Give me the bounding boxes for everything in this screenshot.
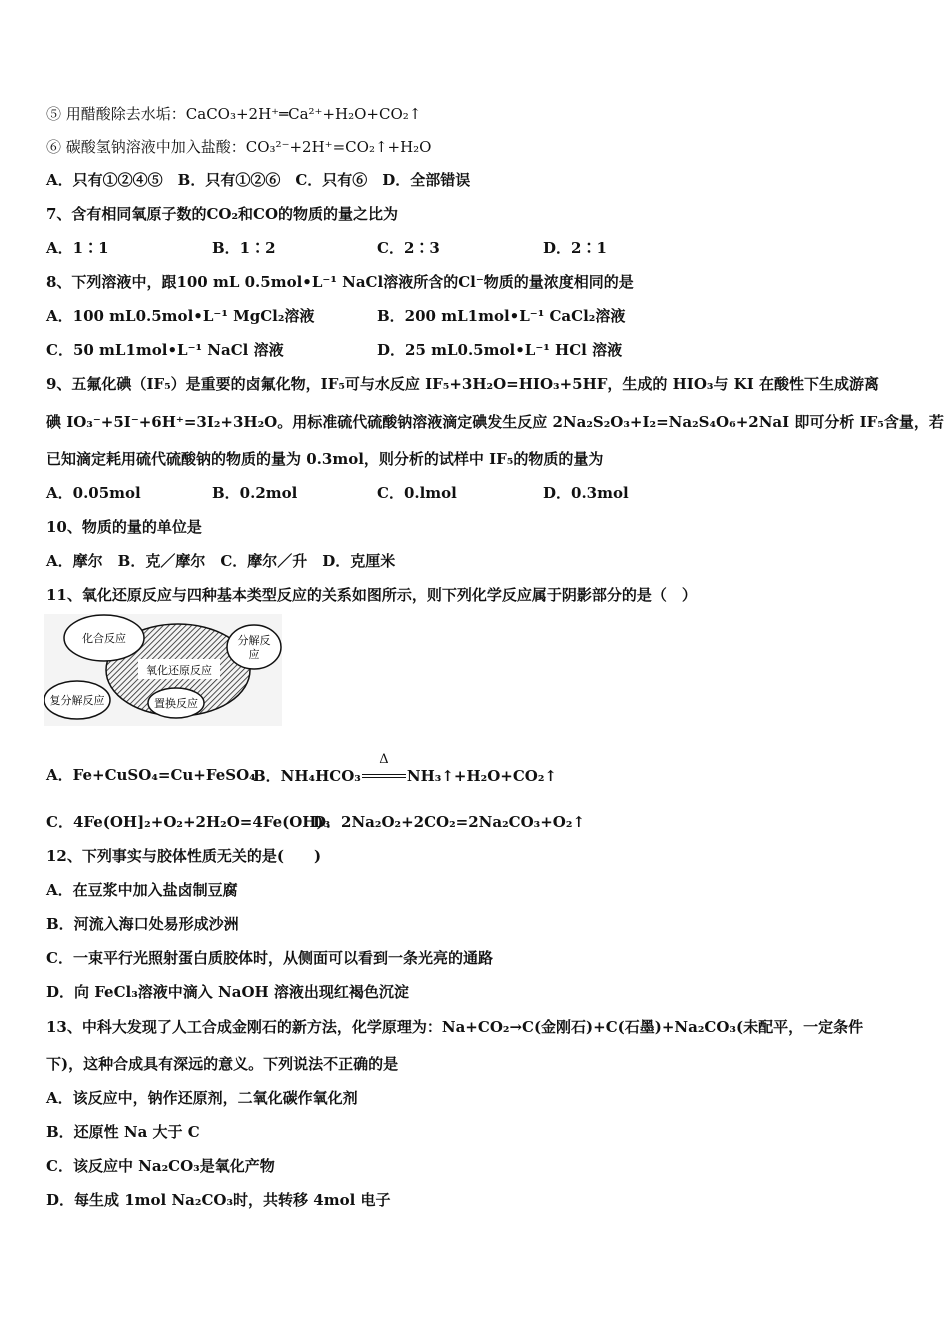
redox-label: 氧化还原反应 — [146, 664, 212, 677]
q10-options: A．摩尔 B．克／摩尔 C．摩尔／升 D．克厘米 — [46, 552, 396, 570]
decomposition-ellipse — [227, 625, 281, 669]
q12-option-c: C．一束平行光照射蛋白质胶体时，从侧面可以看到一条光亮的通路 — [46, 949, 493, 967]
q11-option-b-reactant: B．NH₄HCO₃ — [253, 767, 361, 785]
q8-stem: 8、下列溶液中，跟100 mL 0.5mol•L⁻¹ NaCl溶液所含的Cl⁻物质的量浓度相同的是 — [46, 273, 634, 291]
item-5-line: ⑤ 用醋酸除去水垢：CaCO₃+2H⁺═Ca²⁺+H₂O+CO₂↑ — [46, 105, 422, 123]
q10-stem: 10、物质的量的单位是 — [46, 518, 202, 536]
q7-option-c: C．2∶3 — [377, 239, 440, 257]
q9-stem-line-2: 碘 IO₃⁻+5I⁻+6H⁺=3I₂+3H₂O。用标准硫代硫酸钠溶液滴定碘发生反应 2Na₂S₂O₃+I₂=Na₂S₄O₆+2NaI 即可分析 IF₅含量，若 — [46, 413, 944, 431]
q8-option-b: B．200 mL1mol•L⁻¹ CaCl₂溶液 — [377, 307, 626, 325]
q6-options: A．只有①②④⑤ B．只有①②⑥ C．只有⑥ D．全部错误 — [46, 171, 471, 189]
q13-option-d: D．每生成 1mol Na₂CO₃时，共转移 4mol 电子 — [46, 1191, 391, 1209]
q9-option-b: B．0.2mol — [212, 484, 298, 502]
q13-option-c: C．该反应中 Na₂CO₃是氧化产物 — [46, 1157, 275, 1175]
q11-stem: 11、氧化还原反应与四种基本类型反应的关系如图所示，则下列化学反应属于阴影部分的是（ ） — [46, 586, 697, 604]
q8-option-a: A．100 mL0.5mol•L⁻¹ MgCl₂溶液 — [46, 307, 315, 325]
q11-option-d: D．2Na₂O₂+2CO₂=2Na₂CO₃+O₂↑ — [313, 813, 586, 831]
heating-arrow — [362, 752, 406, 785]
q7-option-d: D．2∶1 — [543, 239, 607, 257]
q7-stem: 7、含有相同氧原子数的CO₂和CO的物质的量之比为 — [46, 205, 399, 223]
q9-stem-line-3: 已知滴定耗用硫代硫酸钠的物质的量为 0.3mol，则分析的试样中 IF₅的物质的量为 — [46, 450, 604, 468]
q9-option-d: D．0.3mol — [543, 484, 629, 502]
q9-stem-line-1: 9、五氟化碘（IF₅）是重要的卤氟化物，IF₅可与水反应 IF₅+3H₂O=HIO₃+5HF，生成的 HIO₃与 KI 在酸性下生成游离 — [46, 375, 879, 393]
q11-option-b-products: NH₃↑+H₂O+CO₂↑ — [406, 767, 558, 785]
q12-option-b: B．河流入海口处易形成沙洲 — [46, 915, 239, 933]
decomposition-label-1: 分解反 — [237, 634, 271, 647]
q11-option-b — [253, 752, 558, 786]
item-6-line: ⑥ 碳酸氢钠溶液中加入盐酸：CO₃²⁻+2H⁺=CO₂↑+H₂O — [46, 138, 432, 156]
q9-option-c: C．0.lmol — [377, 484, 457, 502]
q11-option-a: A．Fe+CuSO₄=Cu+FeSO₄ — [46, 766, 256, 784]
q13-option-a: A．该反应中，钠作还原剂，二氧化碳作氧化剂 — [46, 1089, 358, 1107]
q12-option-a: A．在豆浆中加入盐卤制豆腐 — [46, 881, 238, 899]
double-decomposition-label: 复分解反应 — [49, 694, 105, 707]
decomposition-label-2: 应 — [248, 648, 260, 661]
q7-option-a: A．1∶1 — [46, 239, 109, 257]
q7-option-b: B．1∶2 — [212, 239, 276, 257]
q12-option-d: D．向 FeCl₃溶液中滴入 NaOH 溶液出现红褐色沉淀 — [46, 983, 409, 1001]
reaction-relationship-diagram — [44, 614, 282, 726]
q9-option-a: A．0.05mol — [46, 484, 141, 502]
q8-option-c: C．50 mL1mol•L⁻¹ NaCl 溶液 — [46, 341, 284, 359]
combination-label: 化合反应 — [82, 632, 126, 645]
q12-stem: 12、下列事实与胶体性质无关的是( ) — [46, 847, 322, 865]
q13-stem-line-1: 13、中科大发现了人工合成金刚石的新方法，化学原理为：Na+CO₂→C(金刚石)+C(石墨)+Na₂CO₃(未配平，一定条件 — [46, 1018, 864, 1036]
q13-option-b: B．还原性 Na 大于 C — [46, 1123, 200, 1141]
q13-stem-line-2: 下)，这种合成具有深远的意义。下列说法不正确的是 — [46, 1055, 399, 1073]
delta-symbol: Δ — [379, 752, 389, 767]
q8-option-d: D．25 mL0.5mol•L⁻¹ HCl 溶液 — [377, 341, 623, 359]
q11-option-c: C．4Fe(OH]₂+O₂+2H₂O=4Fe(OH)₃ — [46, 813, 331, 831]
substitution-label: 置换反应 — [154, 697, 198, 710]
